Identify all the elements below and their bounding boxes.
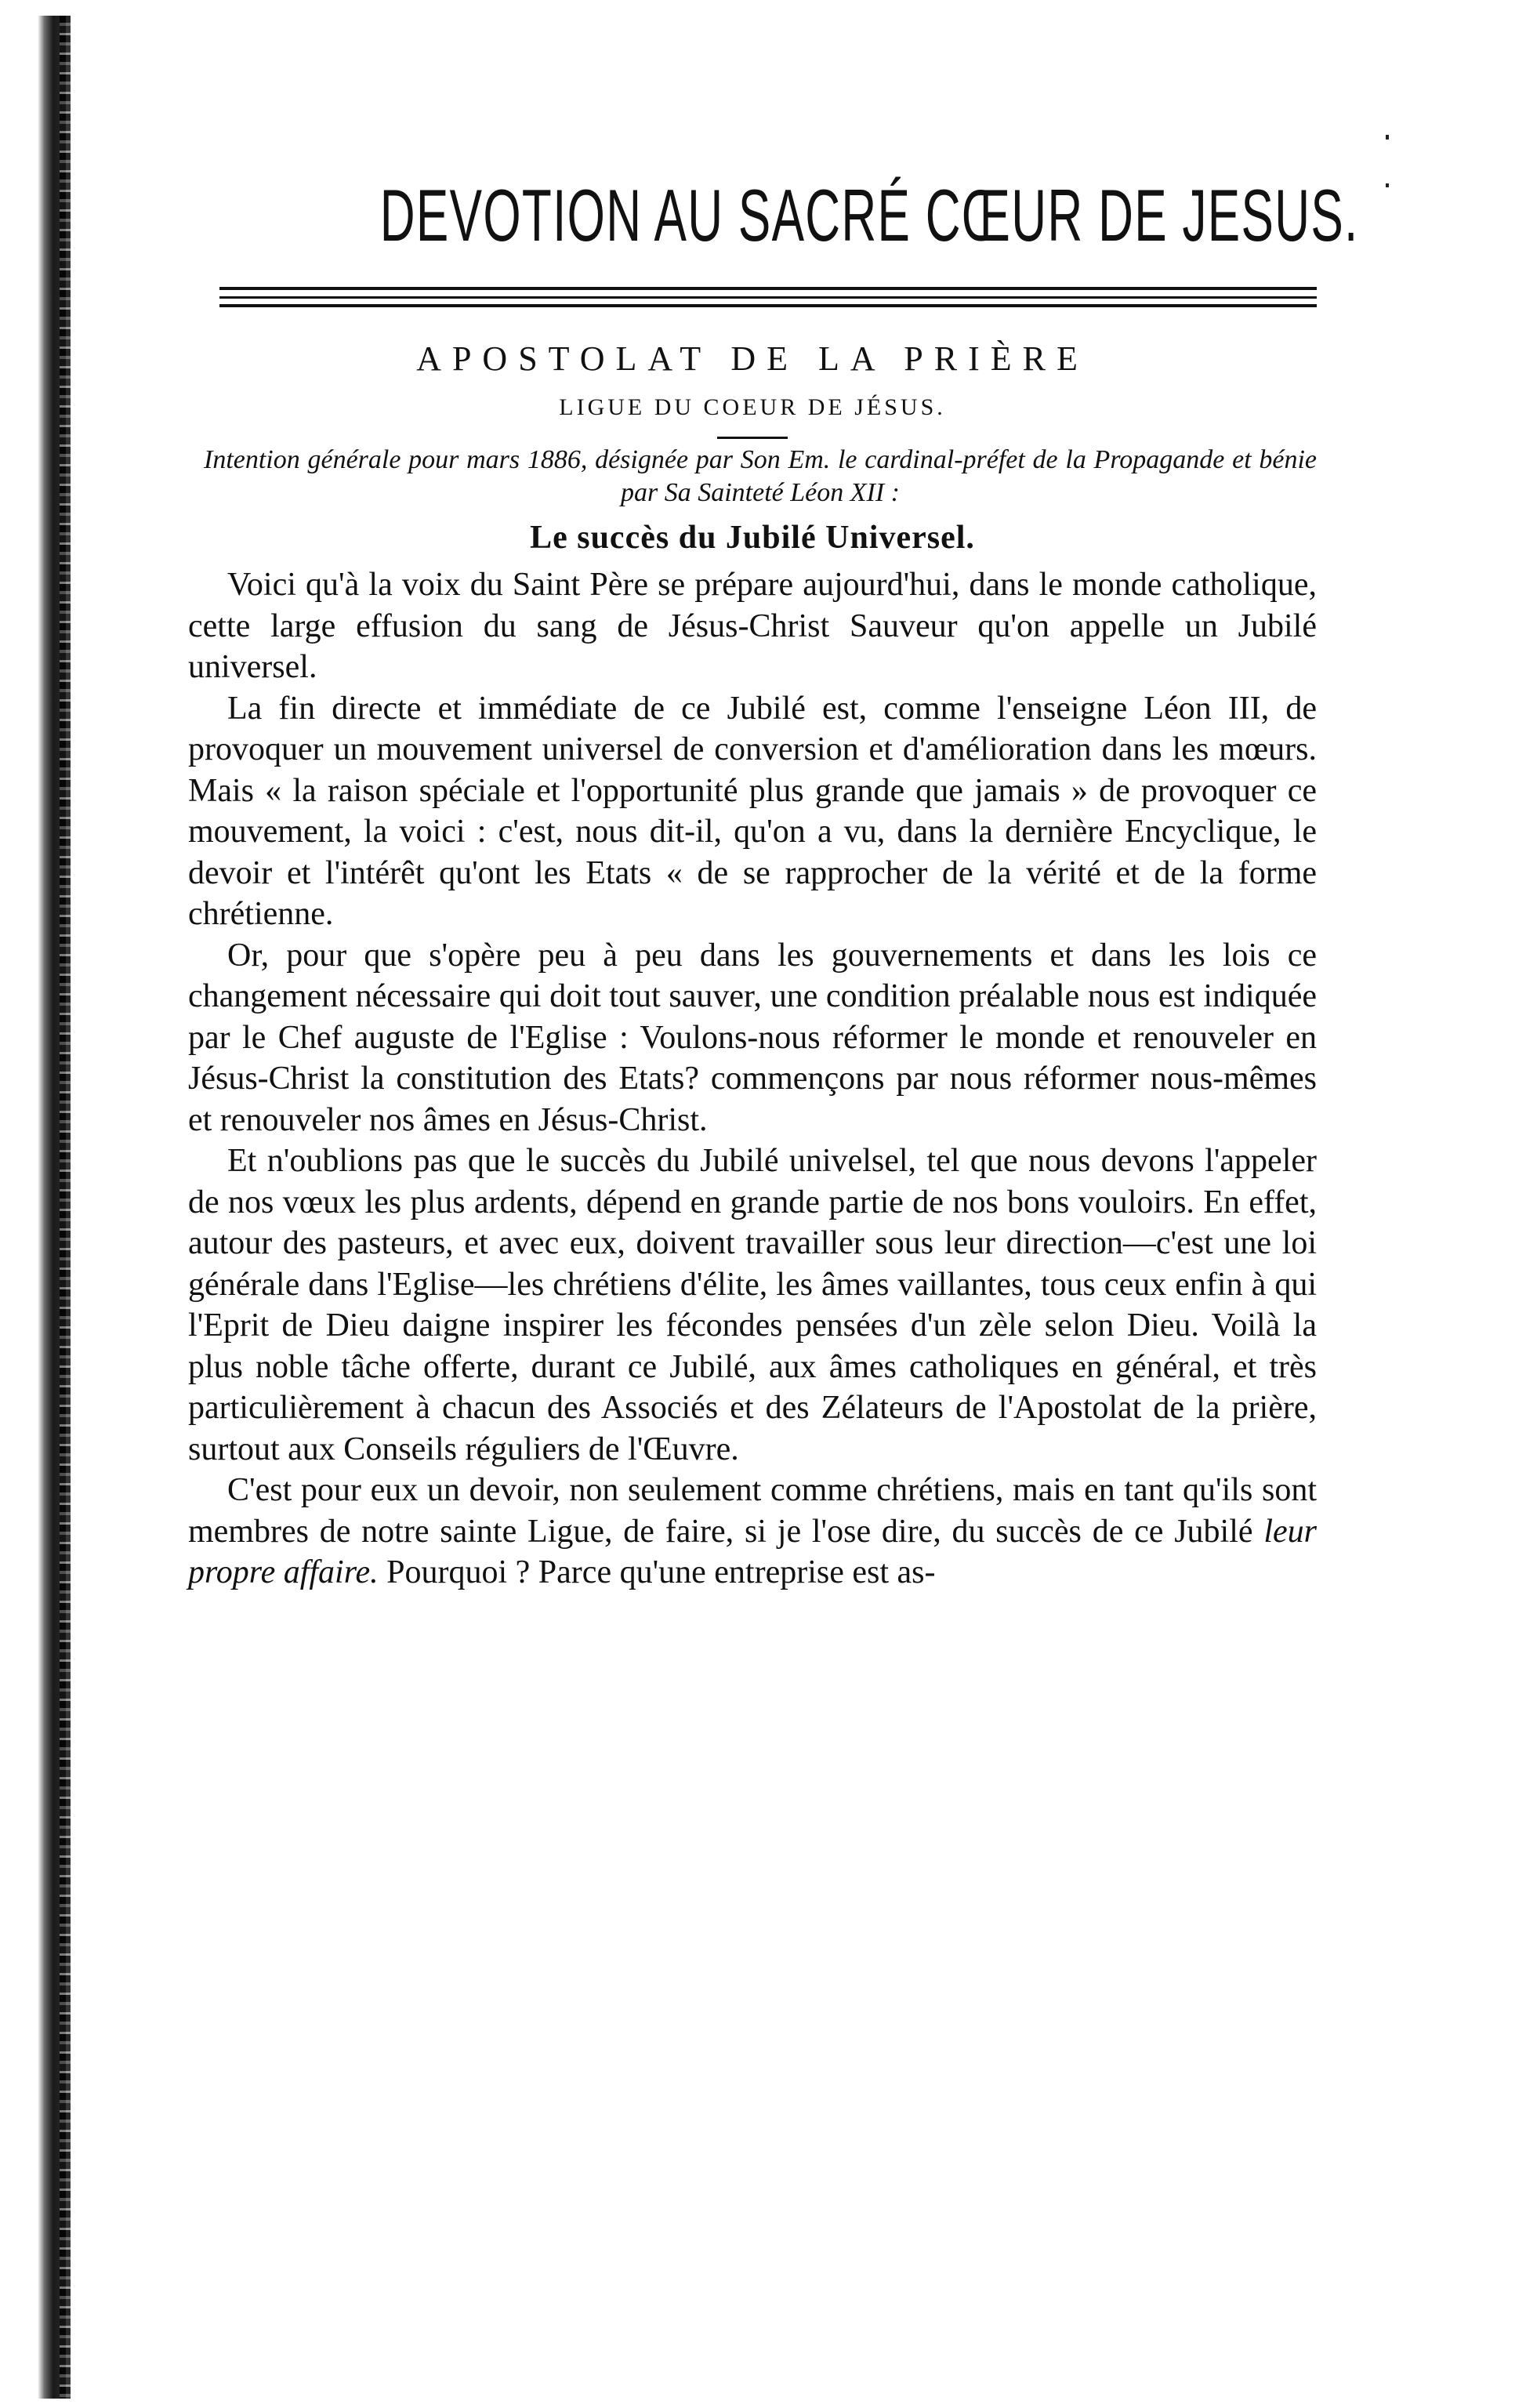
page-binding-edge [38,16,66,2399]
scan-speck [1386,135,1389,140]
paragraph: La fin directe et immédiate de ce Jubilé est, comme l'enseigne Léon III, de provoquer un mouvement universel de conversion et d'amélioration dans les mœurs. Mais « la raison spéciale et l'opportunité plus grande que jamais » de provoquer ce mouvement, la voici : c'est, nous dit-il, qu'on a vu, dans la dernière Encyclique, le devoir et l'intérêt qu'ont les Etats « de se rapprocher de la vérité et de la forme chrétienne. [188,690,1317,932]
section-subtitle: LIGUE DU COEUR DE JÉSUS. [559,394,946,420]
section-title: APOSTOLAT DE LA PRIÈRE [416,339,1089,378]
paragraph-last [188,1470,1317,1594]
paragraph: Voici qu'à la voix du Saint Père se prépare aujourd'hui, dans le monde catholique, cette large effusion du sang de Jésus-Christ Sauveur qu'on appelle un Jubilé universel. [188,567,1317,685]
paragraph: Et n'oublions pas que le succès du Jubilé univelsel, tel que nous devons l'appeler de nos vœux les plus ardents, dépend en grande partie de nos bons vouloirs. En effet, autour des pasteurs, et avec eux, doivent travailler sous leur direction—c'est une loi générale dans l'Eglise—les chrétiens d'élite, les âmes vaillantes, tous ceux enfin à qui l'Eprit de Dieu daigne inspirer les fécondes pensées d'un zèle selon Dieu. Voilà la plus noble tâche offerte, durant ce Jubilé, aux âmes catholiques en général, et très particulièrement à chacun des Associés et des Zélateurs de l'Apostolat de la prière, surtout aux Conseils réguliers de l'Œuvre. [188,1143,1317,1467]
article-heading: Le succès du Jubilé Universel. [530,520,975,556]
page-title: DEVOTION AU SACRÉ CŒUR DE JESUS. [379,174,1359,256]
rule-line [219,287,1317,290]
rule-line [219,304,1317,307]
emphasis-text: leur propre affaire. [188,1513,1317,1590]
scan-speck [1386,183,1389,187]
paragraph-text: Pourquoi ? Parce qu'une entreprise est as- [378,1554,936,1590]
title-rule [188,287,1317,309]
paragraph: Or, pour que s'opère peu à peu dans les gouvernements et dans les lois ce changement nécessaire qui doit tout sauver, une condition préalable nous est indiquée par le Chef auguste de l'Eglise : Voulons-nous réformer le monde et renouveler en Jésus-Christ la constitution des Etats? commençons par nous réformer nous-mêmes et renouveler nos âmes en Jésus-Christ. [188,937,1317,1138]
short-rule [717,437,788,439]
intention-text: Intention générale pour mars 1886, désignée par Son Em. le cardinal-préfet de la Propagande et bénie par Sa Sainteté Léon XII : [204,445,1317,507]
rule-line [219,296,1317,299]
paragraph-text: C'est pour eux un devoir, non seulement comme chrétiens, mais en tant qu'ils sont membres de notre sainte Ligue, de faire, si je l'ose dire, du succès de ce Jubilé [188,1472,1317,1550]
document-page [188,157,1359,1594]
